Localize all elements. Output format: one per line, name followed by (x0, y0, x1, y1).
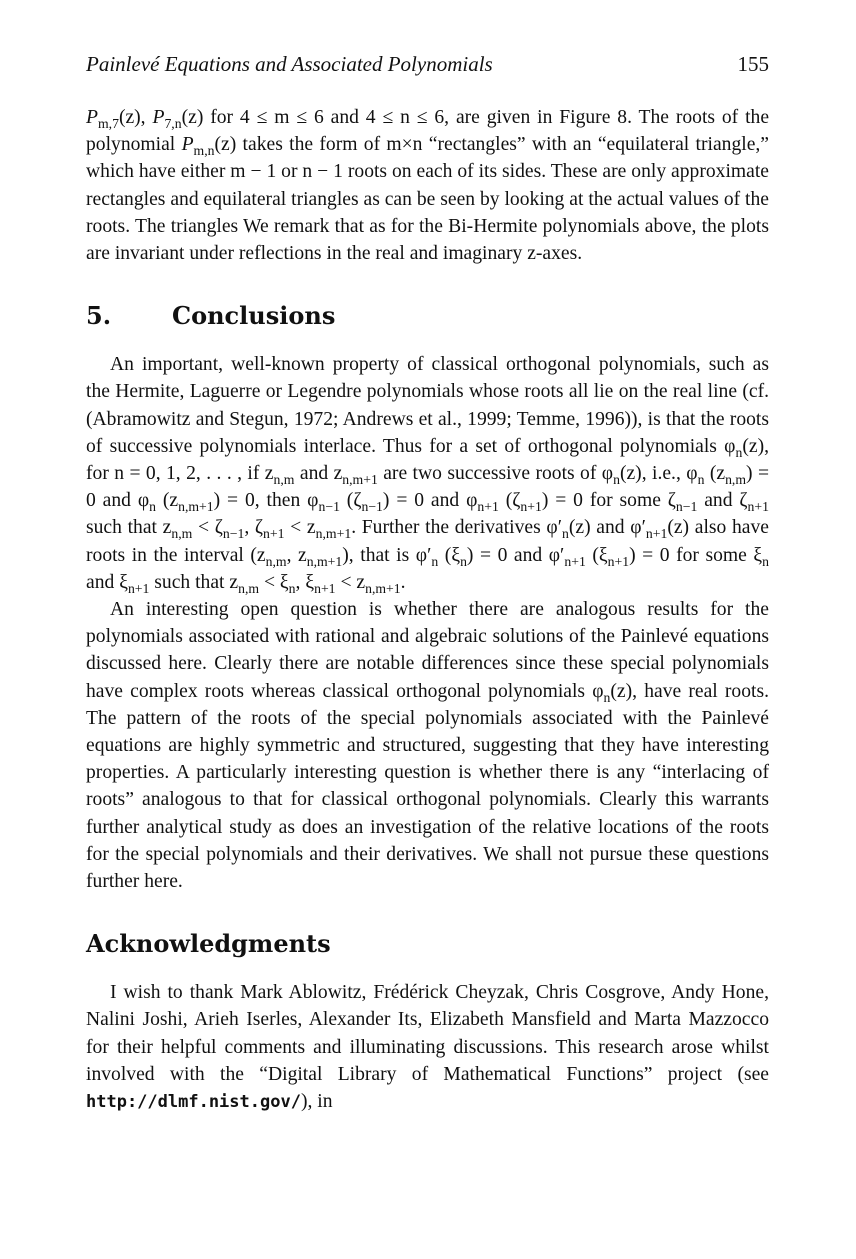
paragraph-open-question (86, 596, 769, 895)
math-subscript: n−1 (361, 499, 383, 515)
text-run: such that z (86, 517, 172, 539)
math-subscript: n−1 (222, 526, 245, 542)
text-run: . Further the derivatives φ′ (351, 517, 562, 539)
page-content (86, 52, 769, 1116)
math-subscript: n+1 (564, 553, 586, 569)
text-run: ) = 0 and φ (382, 490, 478, 512)
math-subscript: n (460, 553, 467, 569)
text-run: such that z (149, 571, 239, 593)
dlmf-url-link[interactable]: http://dlmf.nist.gov/ (86, 1092, 301, 1113)
math-subscript: n,m (265, 553, 287, 569)
text-run: (ζ (498, 490, 521, 512)
math-subscript: 7,n (164, 115, 182, 131)
text-run: (ξ (585, 544, 608, 566)
math-subscript: n (603, 689, 611, 705)
text-run: (z (704, 463, 726, 485)
text-run: ), that is φ′ (342, 544, 432, 566)
math-subscript: n,m+1 (315, 526, 352, 542)
text-run: ) = 0 and φ′ (466, 544, 565, 566)
paragraph-figure-description (86, 104, 769, 267)
text-run: (z (156, 490, 179, 512)
math-subscript: n,m (273, 471, 295, 487)
text-run: , z (286, 544, 307, 566)
math-subscript: n,m+1 (342, 471, 378, 487)
text-run: (z) takes the form of m×n “rectangles” with an “equilateral triangle,” which have either m − 1 or n − 1 roots on each of its sides. These are only approximate rectangles and equilateral triangles as can be seen by looking at the actual values of the roots. The triangles We remark that as for the Bi-Hermite polynomials above, the plots are invariant under reflections in the real and imaginary z-axes. (86, 134, 769, 265)
acknowledgments-heading: Acknowledgments (86, 929, 331, 959)
running-head-title: Painlevé Equations and Associated Polynomials (86, 52, 493, 76)
text-run: < ζ (192, 517, 223, 539)
math-subscript: n,m+1 (306, 553, 343, 569)
math-subscript: n+1 (263, 526, 285, 542)
text-run: (z) also have roots in the interval (z (86, 517, 769, 566)
math-symbol: P (86, 107, 98, 128)
text-run: ), in (300, 1091, 333, 1113)
text-run: < ξ (259, 571, 289, 593)
text-run: An important, well-known property of classical orthogonal polynomials, such as the Hermite, Laguerre or Legendre polynomials whose roots all lie on the real line (cf. (Abramowitz and Stegun, 1972; Andrews et al., 1999; Temme, 1996)), is that the roots of successive polynomials interlace. Thus for a set of orthogonal polynomials φ (86, 354, 769, 457)
text-run: < z (284, 517, 316, 539)
math-subscript: n+1 (645, 526, 668, 542)
section-title: Conclusions (172, 301, 336, 331)
math-subscript: n+1 (520, 499, 542, 515)
math-subscript: n−1 (675, 499, 698, 515)
math-subscript: n+1 (314, 580, 336, 596)
math-subscript: n (149, 499, 156, 515)
math-subscript: n (288, 580, 296, 596)
math-subscript: n (562, 526, 569, 542)
math-symbol: P (152, 107, 165, 128)
math-symbol: P (181, 134, 194, 156)
math-subscript: m,7 (97, 115, 119, 131)
text-run: (z) for 4 ≤ m ≤ 6 and 4 ≤ n ≤ 6, are given in Figure 8. The roots of the polynomial (86, 107, 770, 156)
paragraph-acknowledgments (86, 979, 769, 1116)
section-number: 5. (86, 301, 112, 331)
text-run: and z (294, 463, 343, 485)
text-run: . (400, 571, 406, 593)
math-subscript: n,m (725, 471, 747, 487)
math-subscript: n+1 (127, 580, 150, 596)
text-run: (ξ (438, 544, 461, 566)
text-run: ) = 0, then φ (213, 490, 319, 512)
math-subscript: n−1 (318, 499, 340, 515)
math-subscript: n+1 (477, 499, 499, 515)
math-subscript: n (431, 553, 439, 569)
running-head (86, 52, 769, 80)
text-run: (z) and φ′ (568, 517, 646, 539)
text-run: An interesting open question is whether there are analogous results for the polynomials associated with rational and algebraic solutions of the Painlevé equations discussed here. Clearly there are notable differences since these special polynomials have complex roots whereas classical orthogonal polynomials φ (86, 599, 769, 702)
math-subscript: n (762, 553, 769, 569)
math-subscript: n+1 (607, 553, 630, 569)
text-run: (z), (118, 107, 153, 128)
text-run: , ζ (244, 517, 264, 539)
text-run: (z), i.e., φ (619, 463, 698, 485)
text-run: (z), have real roots. The pattern of the roots of the special polynomials associated with the Painlevé equations are highly symmetric and structured, suggesting that they have interesting properties. A particularly interesting question is whether there is any “interlacing of roots” analogous to that for classical orthogonal polynomials. Clearly this warrants further analytical study as does an investigation of the relative locations of the roots for the special polynomials and their derivatives. We shall not pursue these questions further here. (86, 680, 769, 893)
math-subscript: n (735, 444, 743, 460)
text-run: I wish to thank Mark Ablowitz, Frédérick Cheyzak, Chris Cosgrove, Andy Hone, Nalini Joshi, Arieh Iserles, Alexander Its, Elizabeth Mansfield and Marta Mazzocco for their helpful comments and illuminating discussions. This research arose whilst involved with the “Digital Library of Mathematical Functions” project (see (86, 982, 769, 1085)
math-subscript: n+1 (747, 499, 769, 515)
text-run: , ξ (295, 571, 315, 593)
text-run: ) = 0 for some ξ (629, 544, 763, 566)
section-heading (86, 301, 769, 331)
paragraph-interlacing (86, 351, 769, 596)
text-run: and ξ (86, 571, 128, 593)
text-run: ) = 0 and φ (86, 463, 770, 512)
math-subscript: n (613, 471, 620, 487)
math-subscript: n (697, 471, 705, 487)
math-subscript: n,m (171, 526, 193, 542)
math-subscript: m,n (193, 143, 215, 159)
math-subscript: n,m+1 (178, 499, 214, 515)
page-number: 155 (737, 52, 769, 76)
math-subscript: n,m (238, 580, 260, 596)
text-run: (z), for n = 0, 1, 2, . . . , if z (86, 435, 769, 485)
text-run: (ζ (339, 490, 362, 512)
text-run: ) = 0 for some ζ (541, 490, 676, 512)
math-subscript: n,m+1 (365, 580, 401, 596)
text-run: are two successive roots of φ (377, 463, 614, 485)
text-run: < z (335, 571, 366, 593)
text-run: and ζ (697, 490, 748, 512)
